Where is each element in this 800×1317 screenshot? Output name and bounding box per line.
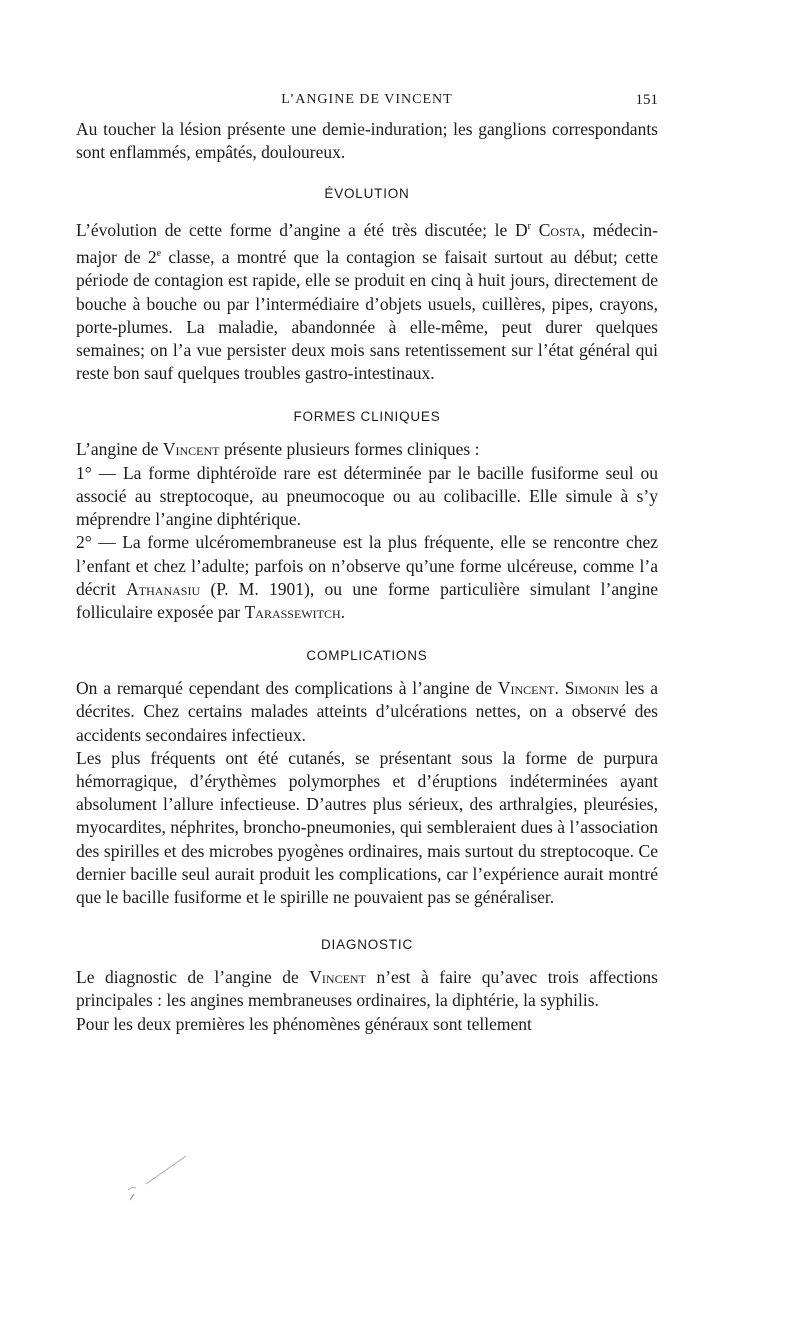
- section-heading-formes: FORMES CLINIQUES: [293, 409, 441, 425]
- diagnostic-paragraph-2: Pour les deux premières les phénomènes généraux sont tellement: [76, 1013, 532, 1034]
- author-name: Vincent: [497, 678, 555, 699]
- section-heading-diagnostic: DIAGNOSTIC: [320, 937, 413, 953]
- section-heading-complications: COMPLICATIONS: [306, 648, 428, 664]
- author-name: Costa: [538, 220, 581, 241]
- formes-paragraph-1: L’angine de Vincent présente plusieurs formes cliniques :: [76, 439, 480, 460]
- author-name: Tarassewitch: [244, 601, 341, 622]
- complications-paragraph-1: On a remarqué cependant des complications à l’angine de Vincent. Simonin les a décrites. Chez certains malades atteints d’ulcérations nettes, on a observé des accidents secondaires infectieux.: [76, 678, 658, 745]
- evolution-paragraph: L’évolution de cette forme d’angine a été très discutée; le $D^r$ Costa, médecin-major de 2e classe, a montré que la contagion se faisait surtout au début; cette période de contagion est rapide, elle se produit en cinq à huit jours, directement de bouche à bouche ou par l’intermédiaire d’objets usuels, cuillères, pipes, crayons, porte-plumes. La maladie, abandonnée à elle-même, peut durer quelques semaines; on l’a vue persister deux mois sans retentissement sur l’état général qui reste bon sauf quelques troubles gastro-intestinaux.: [76, 220, 659, 384]
- author-name: Vincent: [162, 439, 220, 460]
- document-page: [76, 92, 658, 1036]
- diagnostic-paragraph-1: Le diagnostic de l’angine de Vincent n’est à faire qu’avec trois affections principales : les angines membraneuses ordinaires, la diphtérie, la syphilis.: [76, 967, 658, 1011]
- author-name: Simonin: [564, 678, 620, 699]
- formes-paragraph-3: 2° — La forme ulcéromembraneuse est la plus fréquente, elle se rencontre chez l’enfant et chez l’adulte; parfois on n’observe qu’une forme ulcéreuse, comme l’a décrit Athanasiu (P. M. 1901), ou une forme particulière simulant l’angine folliculaire exposée par Tarassewitch.: [76, 532, 658, 622]
- page-number: 151: [635, 92, 658, 108]
- pencil-mark: [126, 1150, 196, 1210]
- section-heading-evolution: ÉVOLUTION: [324, 186, 410, 202]
- author-name: Vincent: [309, 967, 366, 988]
- author-name: Athanasiu: [126, 578, 201, 599]
- formes-paragraph-2: 1° — La forme diphtéroïde rare est déterminée par le bacille fusiforme seul ou associé au streptocoque, au pneumocoque ou au colibacille. Elle simule à s’y méprendre l’angine diphtérique.: [76, 462, 658, 530]
- intro-paragraph: Au toucher la lésion présente une demie-induration; les ganglions correspondants sont enflammés, empâtés, douloureux.: [76, 119, 658, 163]
- running-title: L’ANGINE DE VINCENT: [281, 92, 453, 107]
- complications-paragraph-2: Les plus fréquents ont été cutanés, se présentant sous la forme de purpura hémorragique, d’érythèmes polymorphes et d’éruptions indéterminées ayant absolument l’allure infectieuse. D’autres plus sérieux, des arthralgies, pleurésies, myocardites, néphrites, broncho-pneumonies, qui sembleraient dues à l’association des spirilles et des microbes pyogènes ordinaires, mais surtout du streptocoque. Ce dernier bacille seul aurait produit les complications, car l’expérience aurait montré que le bacille fusiforme et le spirille ne pouvaient pas se généraliser.: [76, 747, 658, 907]
- running-head: [76, 92, 658, 118]
